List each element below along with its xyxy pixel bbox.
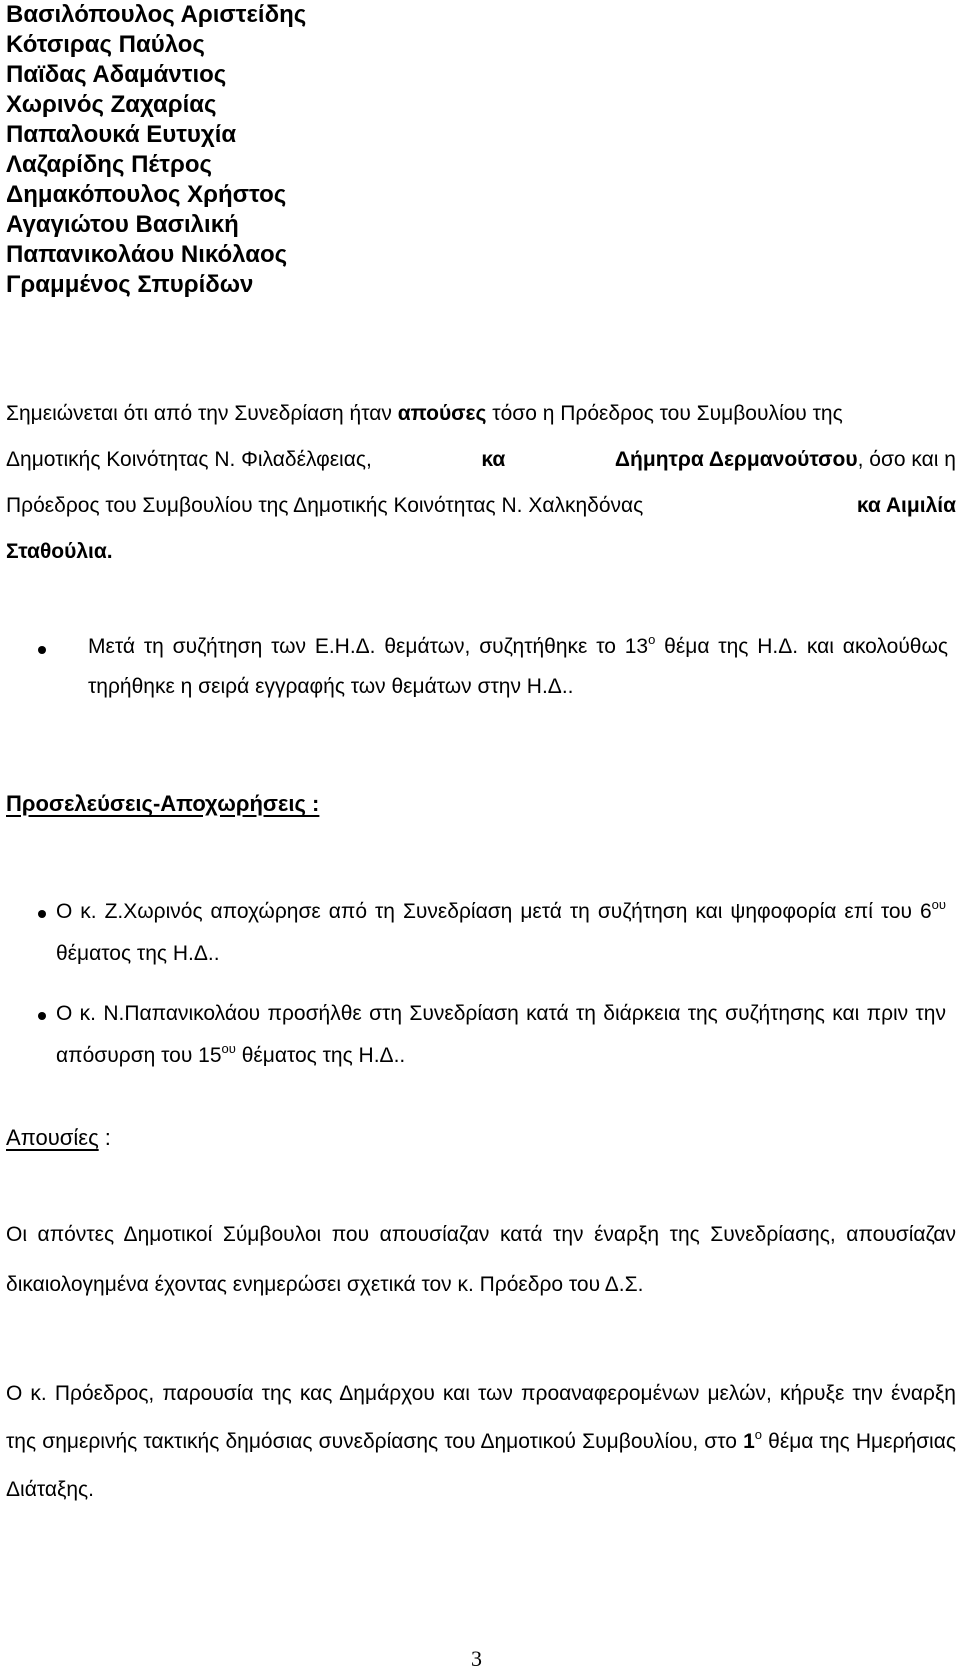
page-number: 3 [471, 1646, 482, 1671]
absence-note-line-1 [6, 391, 956, 437]
text: Μετά τη συζήτηση των Ε.Η.Δ. θεμάτων, συζητήθηκε το 13 [88, 635, 649, 658]
member-name: Κότσιρας Παύλος [6, 31, 205, 58]
absence-note-paragraph [6, 391, 956, 575]
absence-note-line-2 [6, 437, 956, 483]
text: Πρόεδρος του Συμβουλίου της Δημοτικής Κοινότητας Ν. Χαλκηδόνας [6, 494, 644, 517]
present-members-list [6, 0, 306, 300]
text: , όσο και η [857, 448, 956, 471]
bullet-icon [38, 646, 46, 654]
member-name: Δημακόπουλος Χρήστος [6, 181, 287, 208]
item-number: 1 [743, 1430, 755, 1453]
member-name: Παπανικολάου Νικόλαος [6, 241, 288, 268]
superscript: ο [648, 632, 656, 647]
text-group [615, 437, 956, 483]
heading-text: Απουσίες [6, 1125, 99, 1150]
member-name: Αγαγιώτου Βασιλική [6, 211, 239, 238]
text: Ο κ. Ν.Παπανικολάου προσήλθε στη Συνεδρίαση κατά τη διάρκεια της συζήτησης και πριν την απόσυρση του 15 [56, 1002, 946, 1067]
text: θέμα της Ημερήσιας Διάταξης. [6, 1430, 956, 1501]
member-name: Παπαλουκά Ευτυχία [6, 121, 237, 148]
discussion-bullet [38, 627, 949, 698]
absence-note-line-3 [6, 483, 956, 529]
heading-suffix: : [98, 1125, 111, 1150]
superscript: ο [754, 1427, 763, 1442]
bold-text: Σταθούλια. [6, 540, 113, 563]
member-name: Γραμμένος Σπυρίδων [6, 271, 254, 298]
absence-note-line-4 [6, 529, 956, 575]
bold-text: κα Αιμιλία [856, 494, 956, 517]
bold-text: Δήμητρα Δερμανούτσου [614, 448, 858, 471]
absences-paragraph: Οι απόντες Δημοτικοί Σύμβουλοι που απουσίαζαν κατά την έναρξη της Συνεδρίασης, απουσίαζαν δικαιολογημένα έχοντας ενημερώσει σχετικά τον κ. Πρόεδρο του Δ.Σ. [6, 1223, 956, 1296]
bullet-icon [38, 910, 46, 918]
text: Σημειώνεται ότι από την Συνεδρίαση ήταν [6, 402, 398, 425]
opening-paragraph [6, 1370, 956, 1514]
bold-text: απούσες [397, 402, 487, 425]
arrival-bullet [38, 993, 946, 1067]
text: Ο κ. Πρόεδρος, παρουσία της κας Δημάρχου και των προαναφερομένων μελών, κήρυξε την έναρξη της σημερινής τακτικής δημόσιας συνεδρίασης του Δημοτικού Συμβουλίου, στο [6, 1382, 956, 1453]
absences-heading [6, 1125, 111, 1151]
superscript: ου [221, 1041, 236, 1056]
arrivals-heading: Προσελεύσεις-Αποχωρήσεις : [6, 791, 320, 816]
bullet-icon [38, 1012, 46, 1020]
member-name: Παϊδας Αδαμάντιος [6, 61, 227, 88]
text: Δημοτικής Κοινότητας Ν. Φιλαδέλφειας, [6, 448, 372, 471]
superscript: ου [931, 897, 946, 912]
member-name: Λαζαρίδης Πέτρος [6, 151, 212, 178]
text: τόσο η Πρόεδρος του Συμβουλίου της [486, 402, 843, 425]
text: Ο κ. Ζ.Χωρινός αποχώρησε από τη Συνεδρίαση μετά τη συζήτηση και ψηφοφορία επί του 6 [56, 900, 932, 923]
member-name: Βασιλόπουλος Αριστείδης [6, 1, 307, 28]
arrival-text [56, 993, 946, 1077]
arrival-text [56, 891, 946, 975]
text: θέμα της Η.Δ. και ακολούθως τηρήθηκε η σειρά εγγραφής των θεμάτων στην Η.Δ.. [88, 635, 949, 698]
member-name: Χωρινός Ζαχαρίας [6, 91, 217, 118]
arrival-bullet [38, 891, 946, 965]
discussion-text [88, 627, 948, 707]
text: θέματος της Η.Δ.. [235, 1044, 406, 1067]
text: θέματος της Η.Δ.. [56, 942, 220, 965]
bold-text: κα [481, 448, 506, 471]
